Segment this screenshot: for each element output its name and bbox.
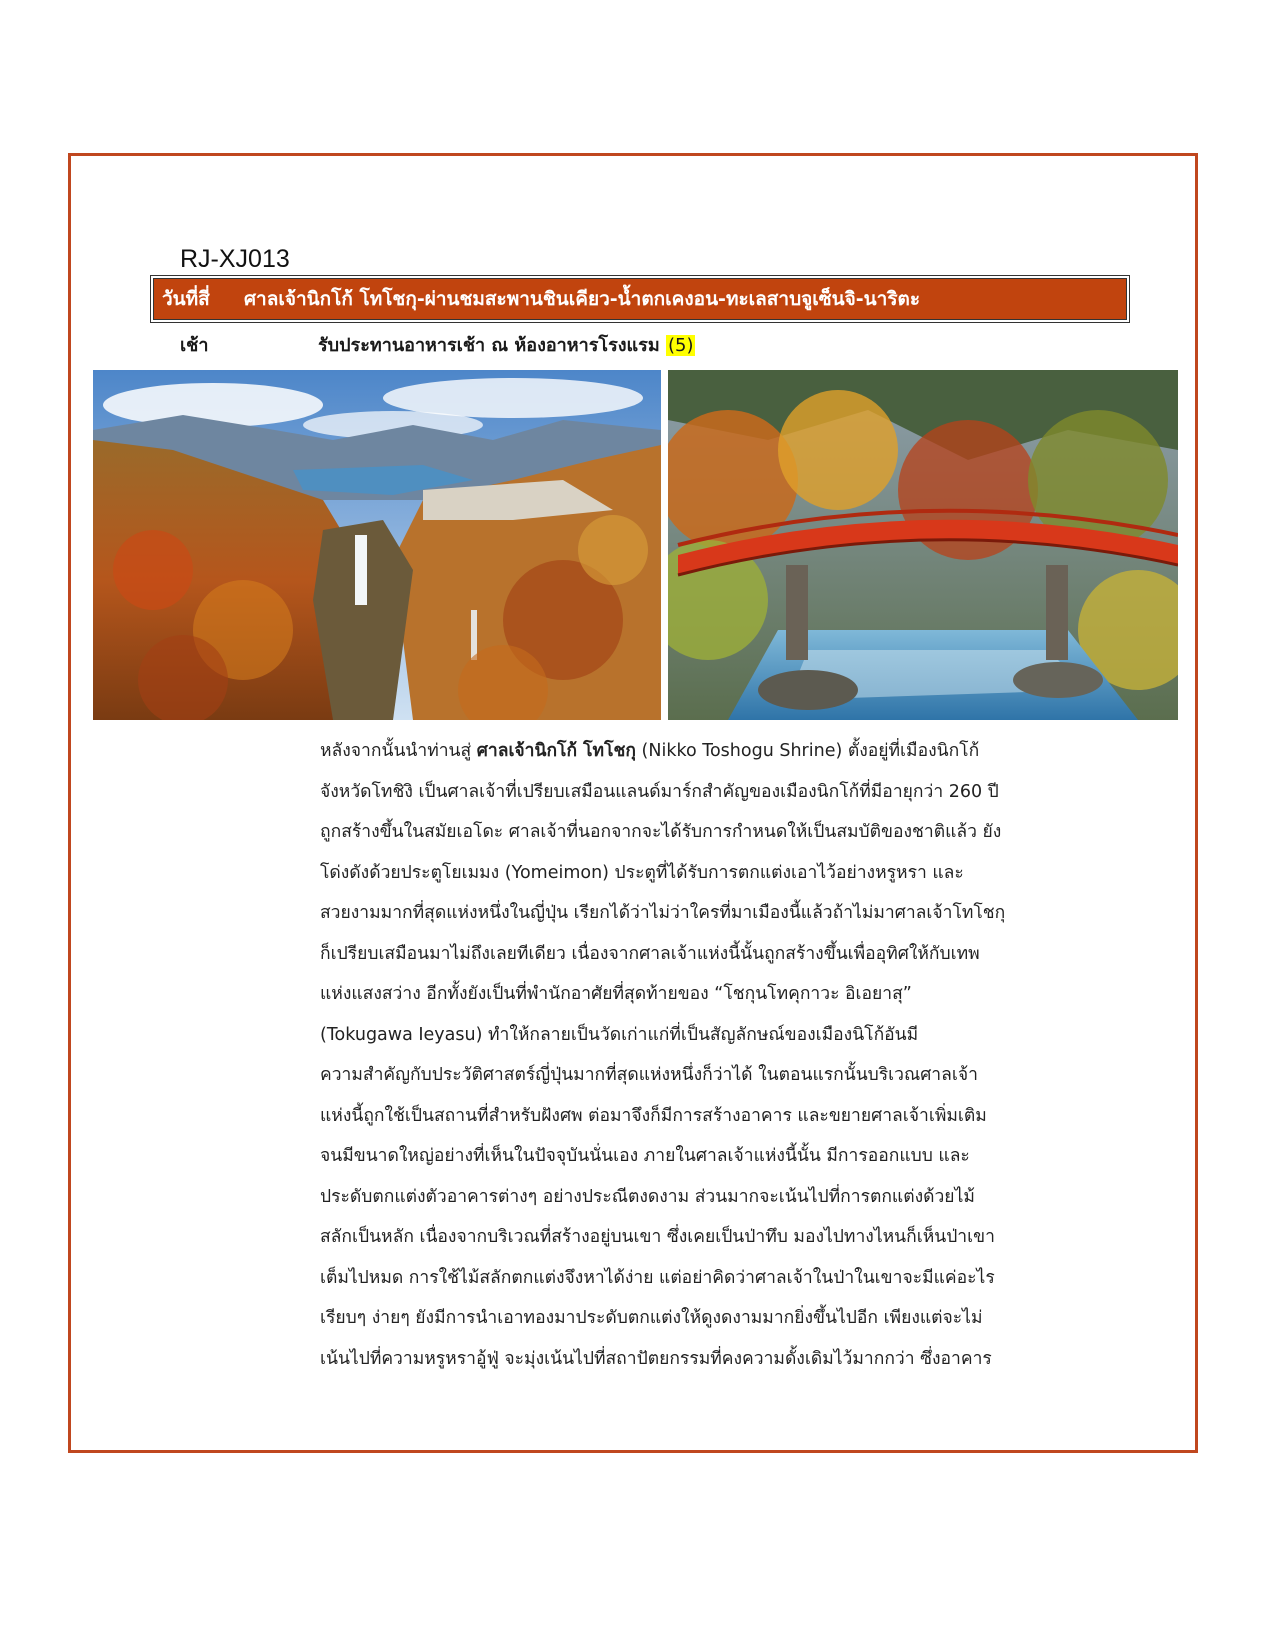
description-line: ประดับตกแต่งตัวอาคารต่างๆ อย่างประณีตงดงาม ส่วนมากจะเน้นไปที่การตกแต่งด้วยไม้ <box>320 1186 975 1207</box>
description-line: จังหวัดโทชิงิ เป็นศาลเจ้าที่เปรียบเสมือนแลนด์มาร์กสำคัญของเมืองนิกโก้ที่มีอายุกว่า 260 ปี <box>320 781 999 802</box>
description-line: สวยงามมากที่สุดแห่งหนึ่งในญี่ปุ่น เรียกได้ว่าไม่ว่าใครที่มาเมืองนี้แล้วถ้าไม่มาศาลเจ้าโทโชกุ <box>320 903 1006 923</box>
description-line: ก็เปรียบเสมือนมาไม่ถึงเลยทีเดียว เนื่องจากศาลเจ้าแห่งนี้นั้นถูกสร้างขึ้นเพื่ออุทิศให้กับเทพ <box>320 943 980 964</box>
description-line: แห่งนี้ถูกใช้เป็นสถานที่สำหรับฝังศพ ต่อมาจึงก็มีการสร้างอาคาร และขยายศาลเจ้าเพิ่มเติม <box>320 1105 987 1126</box>
description-line: สลักเป็นหลัก เนื่องจากบริเวณที่สร้างอยู่บนเขา ซึ่งเคยเป็นป่าทึบ มองไปทางไหนก็เห็นป่าเขา <box>320 1227 995 1247</box>
meal-time: เช้า <box>180 335 209 356</box>
description-line: โด่งดังด้วยประตูโยเมมง (Yomeimon) ประตูที่ได้รับการตกแต่งเอาไว้อย่างหรูหรา และ <box>320 862 964 883</box>
description-line: ความสำคัญกับประวัติศาสตร์ญี่ปุ่นมากที่สุดแห่งหนึ่งก็ว่าได้ ในตอนแรกนั้นบริเวณศาลเจ้า <box>320 1065 978 1085</box>
shrine-name: ศาลเจ้านิกโก้ โทโชกุ <box>476 741 636 761</box>
day-header-bar <box>150 275 1130 323</box>
day-label: วันที่สี่ <box>162 288 210 310</box>
description-line: (Tokugawa Ieyasu) ทำให้กลายเป็นวัดเก่าแก่ที่เป็นสัญลักษณ์ของเมืองนิโก้อันมี <box>320 1024 919 1045</box>
description-line: จนมีขนาดใหญ่อย่างที่เห็นในปัจจุบันนั่นเอง ภายในศาลเจ้าแห่งนี้นั้น มีการออกแบบ และ <box>320 1146 970 1166</box>
description-line: หลังจากนั้นนำท่านสู่ ศาลเจ้านิกโก้ โทโชกุ (Nikko Toshogu Shrine) ตั้งอยู่ที่เมืองนิกโก้ <box>320 741 980 761</box>
meal-count-badge: (5) <box>667 335 694 356</box>
description-line: เรียบๆ ง่ายๆ ยังมีการนำเอาทองมาประดับตกแต่งให้ดูงดงามมากยิ่งขึ้นไปอีก เพียงแต่จะไม่ <box>320 1308 983 1328</box>
shrine-description <box>320 731 1100 1379</box>
meal-row <box>180 330 1080 360</box>
description-line: แห่งแสงสว่าง อีกทั้งยังเป็นที่พำนักอาศัยที่สุดท้ายของ “โชกุนโทคุกาวะ อิเอยาสุ” <box>320 984 912 1004</box>
description-line: ถูกสร้างขึ้นในสมัยเอโดะ ศาลเจ้าที่นอกจากจะได้รับการกำหนดให้เป็นสมบัติของชาติแล้ว ยัง <box>320 822 1002 842</box>
tour-code: RJ-XJ013 <box>180 245 290 273</box>
meal-description: รับประทานอาหารเช้า ณ ห้องอาหารโรงแรม <box>318 335 660 356</box>
shinkyo-bridge-photo <box>668 370 1178 720</box>
description-line: เต็มไปหมด การใช้ไม้สลักตกแต่งจึงหาได้ง่าย แต่อย่าคิดว่าศาลเจ้าในป่าในเขาจะมีแค่อะไร <box>320 1267 995 1288</box>
kegon-falls-photo <box>93 370 661 720</box>
description-line: เน้นไปที่ความหรูหราอู้ฟู่ จะมุ่งเน้นไปที่สถาปัตยกรรมที่คงความดั้งเดิมไว้มากกว่า ซึ่งอาคาร <box>320 1348 992 1369</box>
day-title: ศาลเจ้านิกโก้ โทโชกุ-ผ่านชมสะพานชินเคียว-น้ำตกเคงอน-ทะเลสาบจูเซ็นจิ-นาริตะ <box>244 288 921 310</box>
